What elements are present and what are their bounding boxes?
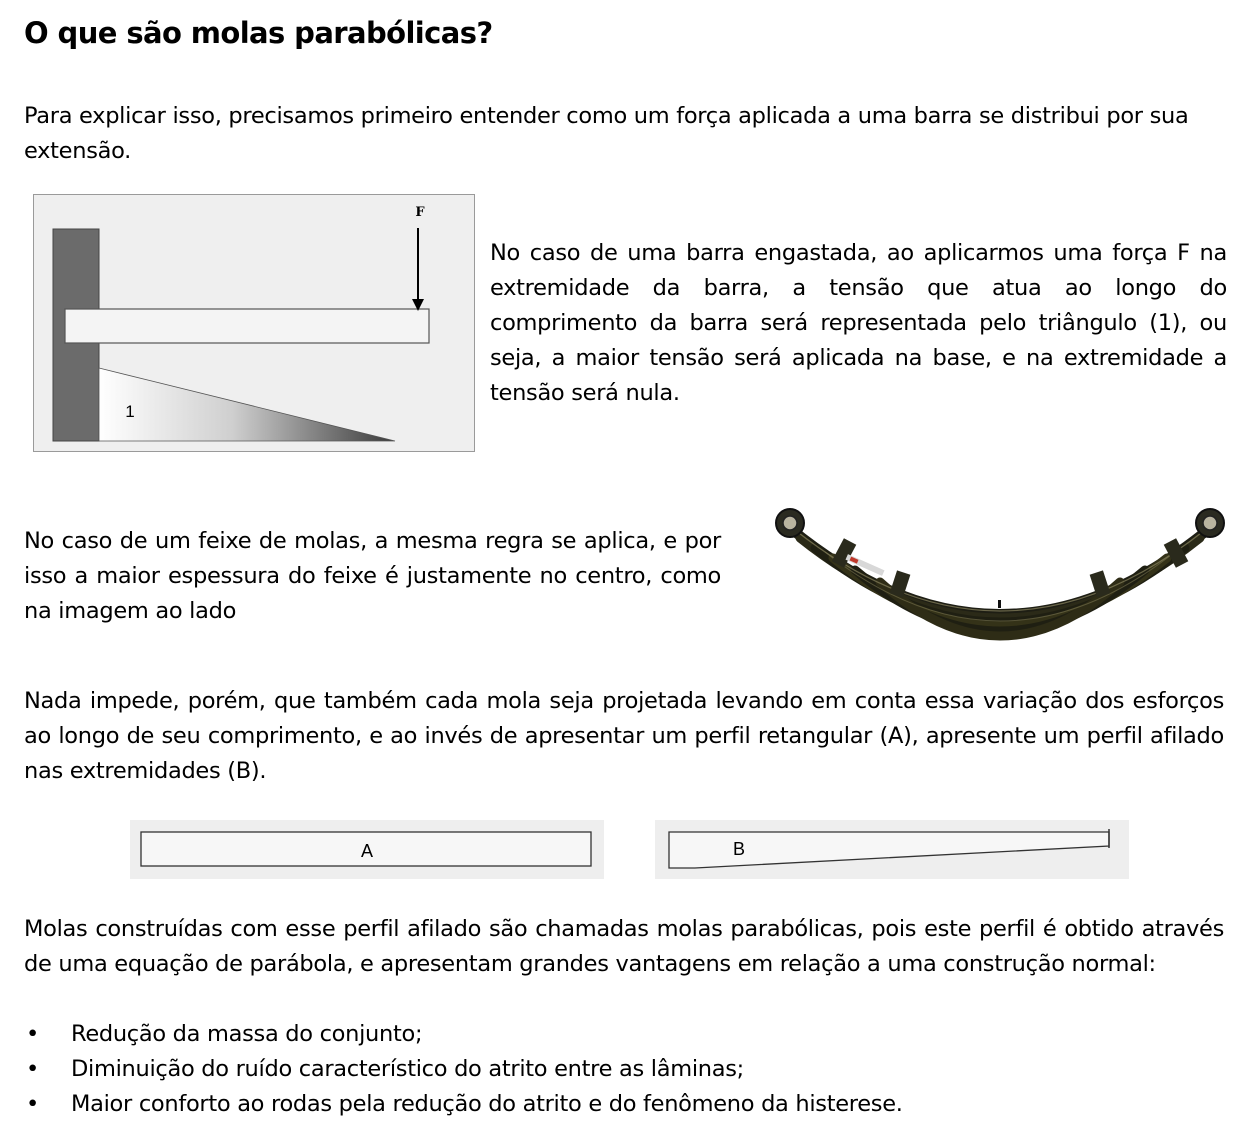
intro-paragraph: Para explicar isso, precisamos primeiro entender como um força aplicada a uma barra se distribui por sua extensão. bbox=[24, 103, 1189, 164]
triangle-label: 1 bbox=[125, 402, 135, 421]
profile-a-label: A bbox=[360, 841, 374, 861]
bullet-marker: • bbox=[26, 1091, 39, 1117]
cantilever-paragraph: No caso de uma barra engastada, ao aplicarmos uma força F na extremidade da barra, a tensão que atua ao longo do comprimento da barra será representada pelo triângulo (1), ou seja, a maior tensão será aplicada na base, e na extremidade a tensão será nula. bbox=[490, 240, 1227, 406]
list-item: • Maior conforto ao rodas pela redução do atrito e do fenômeno da histerese. bbox=[24, 1087, 903, 1122]
page-title: O que são molas parabólicas? bbox=[24, 16, 493, 50]
parabolic-paragraph: Molas construídas com esse perfil afilado são chamadas molas parabólicas, pois este perfil é obtido através de uma equação de parábola, e apresentam grandes vantagens em relação a uma construção normal: bbox=[24, 916, 1224, 977]
bullet-marker: • bbox=[26, 1021, 39, 1047]
advantages-list bbox=[24, 1017, 903, 1122]
cantilever-figure bbox=[33, 194, 475, 452]
list-item: • Diminuição do ruído característico do atrito entre as lâminas; bbox=[24, 1052, 903, 1087]
profile-b-label: B bbox=[732, 839, 746, 859]
bullet-marker: • bbox=[26, 1056, 39, 1082]
force-label: F bbox=[415, 205, 425, 220]
profile-b-figure bbox=[655, 820, 1129, 879]
list-item: • Redução da massa do conjunto; bbox=[24, 1017, 903, 1052]
leaf-spring-image bbox=[765, 500, 1235, 645]
profiles-paragraph: Nada impede, porém, que também cada mola seja projetada levando em conta essa variação dos esforços ao longo de seu comprimento, e ao invés de apresentar um perfil retangular (A), apresente um perfil afilado nas extremidades (B). bbox=[24, 688, 1224, 784]
profile-a-figure bbox=[130, 820, 604, 879]
beam bbox=[65, 309, 429, 343]
leaf-spring-paragraph: No caso de um feixe de molas, a mesma regra se aplica, e por isso a maior espessura do feixe é justamente no centro, como na imagem ao lado bbox=[24, 528, 721, 624]
